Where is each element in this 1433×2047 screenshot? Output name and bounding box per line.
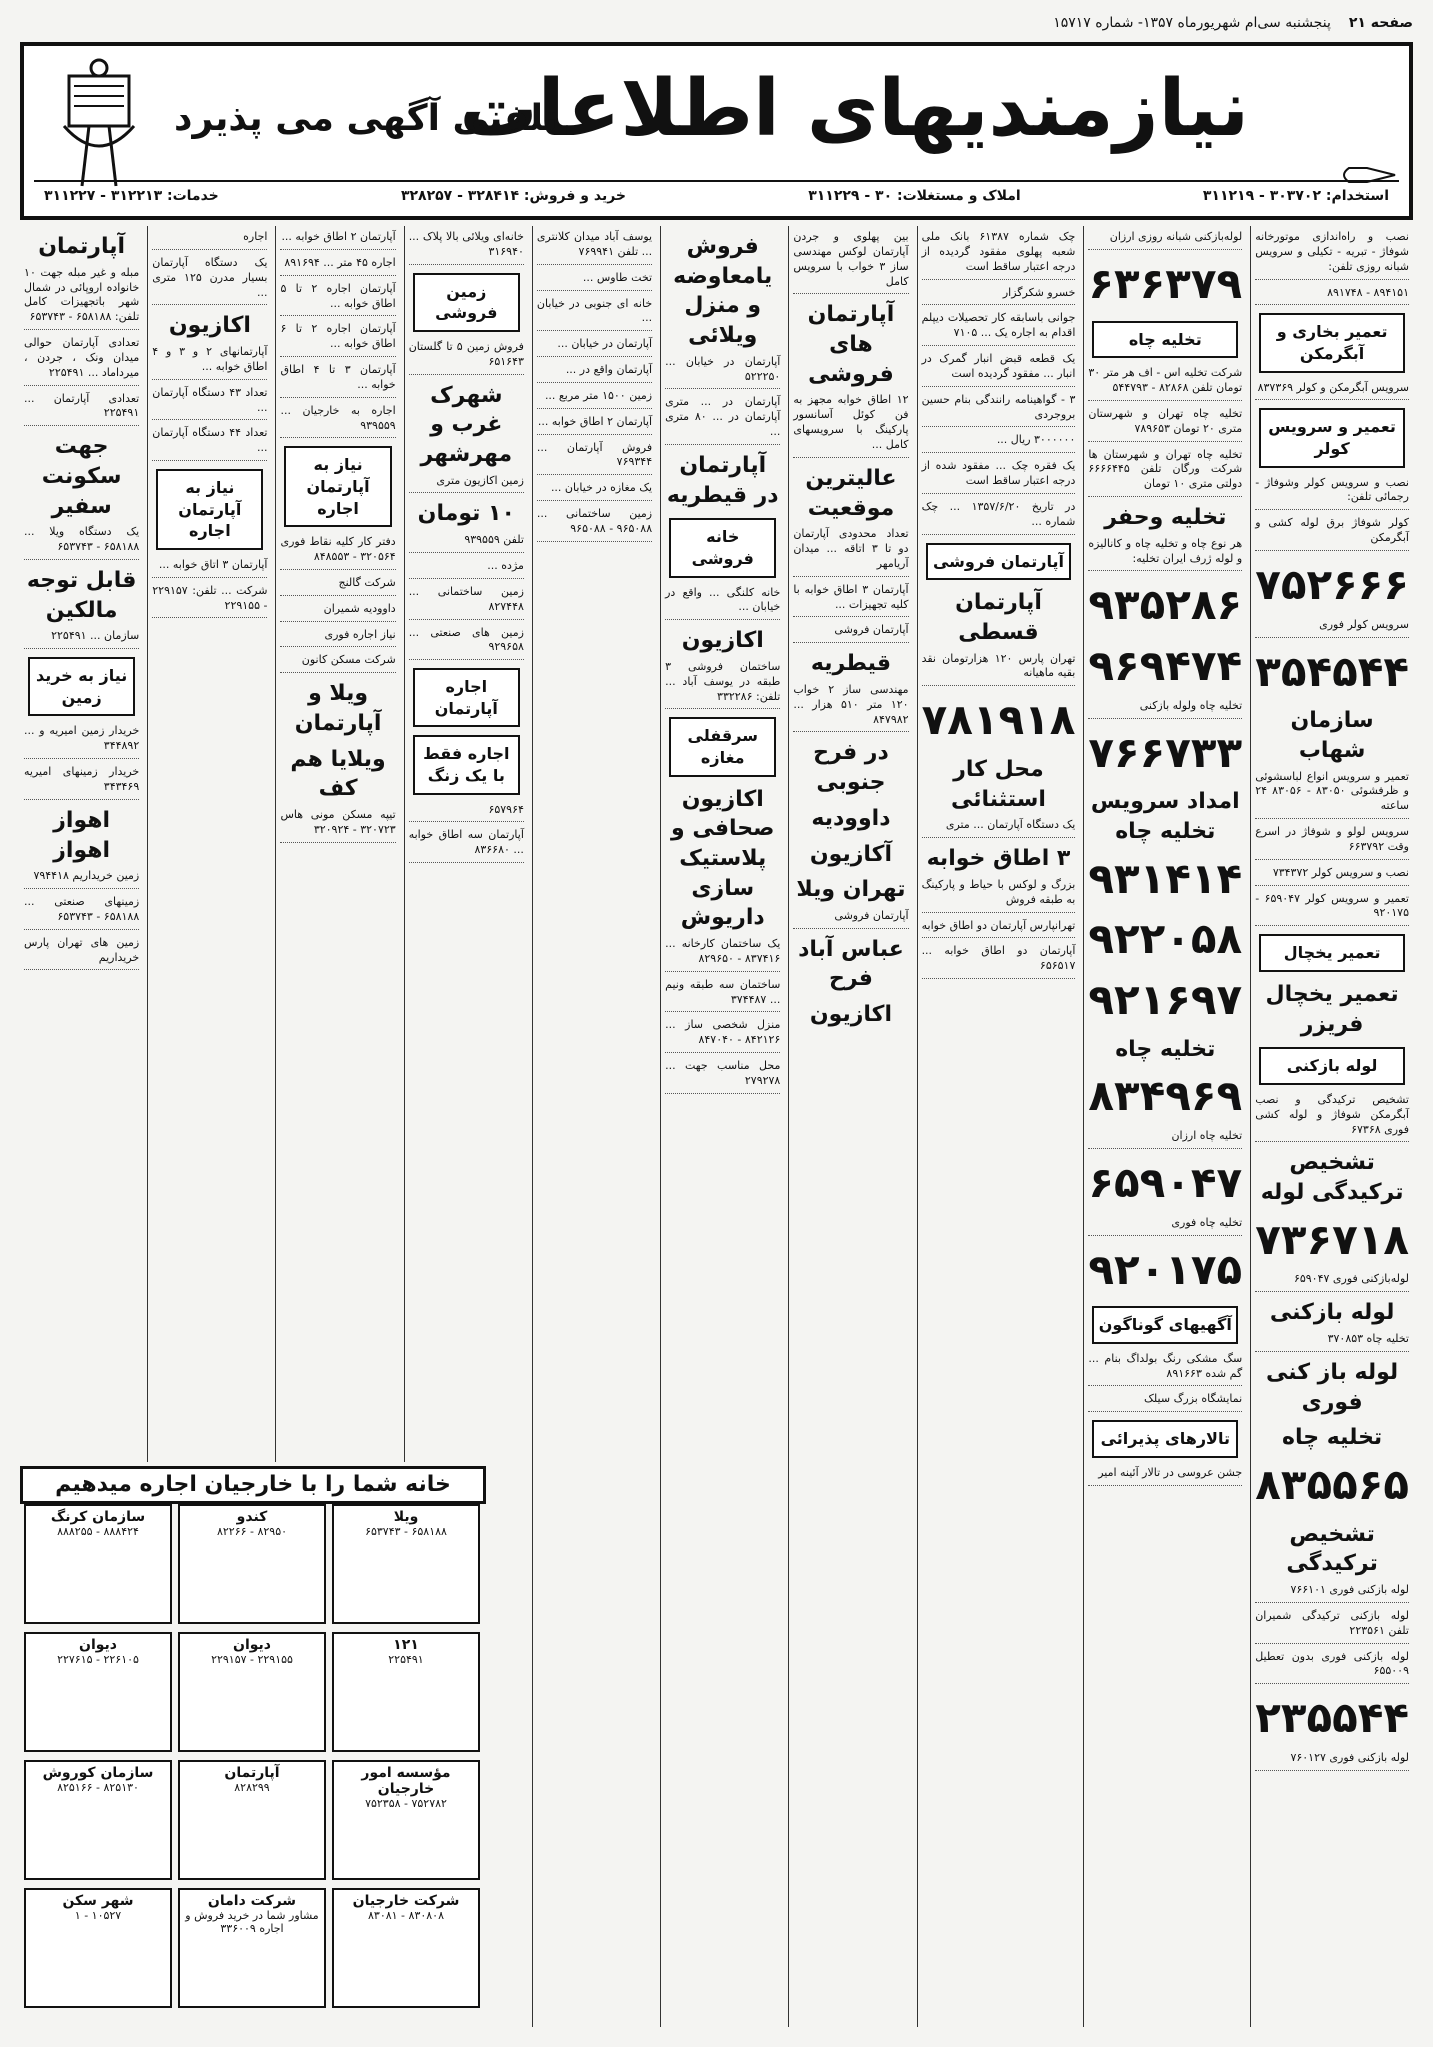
ad-headline: شهرک غرب و مهرشهر (420, 382, 513, 467)
ad-headline: تخلیه چاه (1115, 1036, 1216, 1062)
classified-ad: تعداد ۴۴ دستگاه آپارتمان ... (152, 426, 267, 461)
classified-ad: تخلیه چاه ارزان (1088, 1129, 1242, 1149)
phone-number: ۷۳۶۷۱۸ (1255, 1214, 1409, 1264)
display-ad-text: ۲۲۹۱۵۵ - ۲۲۹۱۵۷ (211, 1653, 293, 1666)
classified-ad: زمین های تهران پارس خریداریم (24, 936, 139, 971)
ad-headline: اکازیون صحافی و پلاستیک سازی داریوش (671, 786, 775, 931)
phone-number: ۷۸۱۹۱۸ (921, 695, 1076, 745)
classified-ad: ۳۰۰۰۰۰۰ ریال ... (922, 433, 1076, 453)
display-ad-text: ۸۲۹۵۰ - ۸۲۲۶۶ (216, 1525, 288, 1538)
classified-ad: خریدار زمین امیریه و ... ۳۴۴۸۹۲ (24, 724, 139, 759)
classified-ad: لوله‌بازکنی شبانه روزی ارزان (1088, 230, 1242, 250)
section-heading: تالارهای پذیرائی (1092, 1420, 1238, 1458)
classified-ad: مژده ... (409, 559, 524, 579)
classified-ad: تیپه مسکن مونی هاس ۳۲۰۷۲۳ - ۳۲۰۹۲۴ (280, 808, 395, 843)
column-10 (20, 226, 143, 1462)
display-ad (332, 1888, 480, 2008)
classified-ad: تخلیه چاه ولوله بازکنی (1088, 699, 1242, 719)
display-ad-text: ۸۸۸۴۲۴ - ۸۸۸۲۵۵ (57, 1525, 139, 1538)
classified-ad: آپارتمان واقع در ... (537, 363, 652, 383)
display-ad (24, 1888, 172, 2008)
display-ad-title: شرکت خارجیان (352, 1893, 460, 1909)
contact-buy-sell: خرید و فروش: ۳۲۸۴۱۴ - ۳۲۸۲۵۷ (400, 188, 627, 204)
ad-headline: جهت سکونت سفیر (41, 434, 122, 519)
masthead-subtitle: تلفنی آگهی می پذیرد (174, 98, 558, 139)
ad-headline: ۱۰ تومان (417, 501, 515, 527)
classified-ad: تشخیص ترکیدگی و نصب آبگرمکن شوفاژ و لوله کشی فوری ۶۷۳۶۸ (1255, 1093, 1409, 1143)
classified-ad: فروش زمین ۵ تا گلستان ۶۵۱۶۴۳ (409, 340, 524, 375)
display-ad-title: مؤسسه امور خارجیان (361, 1765, 451, 1797)
section-heading: خانه فروشی (669, 518, 776, 577)
ad-headline: اهواز اهواز (53, 807, 111, 863)
ad-headline: اکازیون (168, 313, 251, 339)
classified-ad: تعمیر و سرویس کولر ۶۵۹۰۴۷ - ۹۲۰۱۷۵ (1255, 892, 1409, 927)
display-ad (24, 1632, 172, 1752)
classified-ad: ساختمان سه طبقه ونیم ... ۳۷۴۴۸۷ (665, 978, 780, 1013)
ad-headline: لوله بازکنی (1269, 1300, 1395, 1326)
ad-headline: آپارتمان (38, 234, 126, 259)
classified-ad: شرکت گالنج (280, 576, 395, 596)
display-ad (332, 1632, 480, 1752)
classified-ad: زمین های صنعتی ... ۹۲۹۶۵۸ (409, 626, 524, 661)
display-ad-title: سازمان کرنگ (50, 1509, 146, 1525)
display-ad-title: شهر سکن (62, 1893, 134, 1909)
column-5 (660, 226, 784, 2027)
contact-services: خدمات: ۳۱۲۲۱۳ - ۳۱۱۲۲۷ (44, 188, 219, 204)
column-1 (1250, 226, 1413, 2027)
classified-ad: نصب و سرویس کولر ۷۳۴۳۷۲ (1255, 866, 1409, 886)
ad-headline: در فرح جنوبی (813, 740, 889, 796)
classified-ad: تعمیر و سرویس انواع لباسشوئی و ظرفشوئی ۸۳۰۵۰ - ۸۳۰۵۶ ۲۴ ساعته (1255, 770, 1409, 820)
column-6 (532, 226, 656, 2027)
classified-ad: زمین ساختمانی ... ۸۲۷۴۴۸ (409, 585, 524, 620)
phone-number: ۷۶۶۷۳۳ (1088, 727, 1243, 777)
classified-ad: آپارتمان دو اطاق خوابه ... ۶۵۶۵۱۷ (922, 944, 1076, 979)
display-ad-text: ۶۵۸۱۸۸ - ۶۵۳۷۴۳ (365, 1525, 447, 1538)
ad-headline: قابل توجه مالکین (26, 568, 137, 623)
display-ads-block (20, 1504, 480, 2024)
display-ad (332, 1504, 480, 1624)
section-heading: نیاز به آپارتمان اجاره (284, 446, 391, 527)
ad-headline: محل کار استثنائی (951, 757, 1046, 812)
classified-ad: یک دستگاه ویلا ... ۶۵۸۱۸۸ - ۶۵۳۷۴۳ (24, 525, 139, 560)
classified-ad: تخلیه چاه تهران و شهرستان متری ۲۰ تومان ۷۸۹۶۵۳ (1088, 407, 1242, 442)
classified-ad: لوله بازکنی ترکیدگی شمیران تلفن ۲۲۳۵۶۱ (1255, 1609, 1409, 1644)
classified-ad: سازمان ... ۲۲۵۴۹۱ (24, 629, 139, 649)
masthead-title: نیازمندیهای اطلاعات (459, 64, 1249, 154)
display-ad (332, 1760, 480, 1880)
ad-headline: آکازیون (809, 841, 892, 867)
section-heading: آپارتمان فروشی (926, 543, 1072, 581)
contact-employment: استخدام: ۳۰۳۷۰۲ - ۳۱۱۲۱۹ (1202, 188, 1389, 204)
classified-ad: یک دستگاه آپارتمان بسیار مدرن ۱۲۵ متری ... (152, 256, 267, 306)
classified-ad: ۱۲ اطاق خوابه مجهز به فن کوئل آسانسور پارکینگ با سرویسهای کامل ... (793, 393, 908, 457)
display-ad-title: شرکت دامان (207, 1893, 297, 1909)
classified-ad: تعدادی آپارتمان ... ۲۲۵۴۹۱ (24, 392, 139, 427)
classified-ad: یک فقره چک ... مفقود شده از درجه اعتبار ساقط است (922, 459, 1076, 494)
phone-number: ۸۳۵۵۶۵ (1255, 1459, 1409, 1509)
ad-headline: فروش یامعاوضه و منزل ویلائی (673, 234, 773, 349)
classified-ad: یک قطعه قبض انبار گمرک در انبار ... مفقود گردیده است (922, 352, 1076, 387)
display-ad-text: مشاور شما در خرید فروش و اجاره ۳۳۶۰۰۹ (185, 1909, 319, 1935)
classified-ad: تخلیه چاه ۳۷۰۸۵۳ (1255, 1332, 1409, 1352)
ad-headline: تخلیه چاه (1282, 1425, 1383, 1451)
classified-ad: نیاز اجاره فوری (280, 628, 395, 648)
classified-ad: سگ مشکی رنگ بولداگ بنام ... گم شده ۸۹۱۶۶۳ (1088, 1352, 1242, 1387)
classified-ad: ۳ - گواهینامه رانندگی بنام حسین بروجردی (922, 393, 1076, 428)
display-ad-title: آپارتمان (224, 1765, 280, 1781)
section-heading: نیاز به خرید زمین (28, 657, 135, 716)
classified-ad: زمین اکازیون متری (409, 474, 524, 494)
display-ad (178, 1504, 326, 1624)
phone-number: ۶۵۹۰۴۷ (1088, 1157, 1243, 1207)
display-ad-text: ۸۳۰۸۰۸ - ۸۳۰۸۱ (368, 1909, 444, 1922)
ad-headline: آپارتمان در قیطریه (666, 452, 779, 508)
ad-headline: تهران ویلا (796, 877, 906, 903)
ad-headline: تشخیص ترکیدگی (1286, 1521, 1378, 1577)
ad-headline: تشخیص ترکیدگی لوله (1260, 1150, 1404, 1206)
phone-number: ۹۳۱۴۱۴ (1088, 853, 1243, 903)
classified-ad: تعداد ۴۳ دستگاه آپارتمان ... (152, 386, 267, 421)
display-ad (24, 1504, 172, 1624)
classified-ad: سرویس آبگرمکن و کولر ۸۳۷۳۶۹ (1255, 381, 1409, 401)
classified-ad: شرکت مسکن کانون (280, 653, 395, 673)
classified-ad: لوله بازکنی فوری بدون تعطیل ۶۵۵۰۰۹ (1255, 1650, 1409, 1685)
column-9 (147, 226, 271, 1462)
classified-ad: زمین ساختمانی ... ۹۶۵۰۸۸ - ۹۶۵۰۸۸ (537, 507, 652, 542)
classified-ad: زمین ۱۵۰۰ متر مربع ... (537, 389, 652, 409)
ad-headline: ۳ اطاق خوابه (926, 846, 1071, 872)
classified-ad: تعداد محدودی آپارتمان دو تا ۳ اتاقه ... میدان آریامهر (793, 527, 908, 577)
classified-ad: نمایشگاه بزرگ سیلک (1088, 1392, 1242, 1412)
classified-ad: لوله بازکنی فوری ۷۶۶۱۰۱ (1255, 1583, 1409, 1603)
display-ad-text: ۲۲۶۱۰۵ - ۲۲۷۶۱۵ (57, 1653, 139, 1666)
column-2 (1083, 226, 1246, 2027)
section-heading: تعمیر بخاری و آبگرمکن (1259, 313, 1405, 372)
contact-bar (34, 180, 1399, 210)
classified-ad: داوودیه شمیران (280, 602, 395, 622)
display-ad-text: ۸۲۸۲۹۹ (234, 1781, 270, 1794)
section-heading: آگهیهای گوناگون (1092, 1306, 1238, 1344)
ad-headline: ویلا و آپارتمان (294, 681, 382, 736)
classified-ad: آپارتمان در خیابان ... ۵۲۲۲۵۰ (665, 355, 780, 390)
classified-ad: شرکت ... تلفن: ۲۲۹۱۵۷ - ۲۲۹۱۵۵ (152, 584, 267, 619)
display-ad-title: دیوان (233, 1637, 271, 1653)
display-ad (178, 1632, 326, 1752)
ad-headline: ویلایا هم کف (290, 746, 386, 802)
newspaper-reader-illustration (44, 56, 154, 196)
classified-ad: بین پهلوی و جردن آپارتمان لوکس مهندسی ساز ۳ خواب با سرویس کامل (793, 230, 908, 294)
phone-number: ۲۳۵۵۴۴ (1255, 1693, 1409, 1743)
display-ad-text: ۲۲۵۴۹۱ (388, 1653, 424, 1666)
phone-number: ۳۵۴۵۴۴ (1255, 646, 1409, 696)
classified-ad: اجاره به خارجیان ... ۹۳۹۵۵۹ (280, 404, 395, 439)
classified-ad: خسرو شکرگزار (922, 286, 1076, 306)
classified-ad: آپارتمان اجاره ۲ تا ۶ اطاق خوابه ... (280, 322, 395, 357)
classified-ad: اجاره (152, 230, 267, 250)
ad-headline: امداد سرویس تخلیه چاه (1090, 789, 1240, 844)
classified-ad: زمینهای صنعتی ... ۶۵۸۱۸۸ - ۶۵۳۷۴۳ (24, 895, 139, 930)
ad-headline: اکازیون (809, 1002, 892, 1028)
column-4 (788, 226, 912, 2027)
page-topline (20, 8, 1413, 38)
classified-ad: فروش آپارتمان ... ۷۶۹۳۴۴ (537, 441, 652, 476)
classified-ad: تخلیه چاه فوری (1088, 1216, 1242, 1236)
classified-ad: یک دستگاه آپارتمان ... متری (922, 818, 1076, 838)
classified-ad: یک ساختمان کارخانه ... ۸۳۷۴۱۶ - ۸۲۹۶۵۰ (665, 937, 780, 972)
column-7 (404, 226, 528, 1462)
classified-ad: خریدار زمینهای امیریه ۳۴۳۴۶۹ (24, 765, 139, 800)
phone-number: ۷۵۲۶۶۶ (1255, 559, 1409, 609)
classified-ad: جوانی باسابقه کار تحصیلات دیپلم اقدام به اجاره یک ... ۷۱۰۵ (922, 311, 1076, 346)
display-ad-text: ۸۲۵۱۳۰ - ۸۲۵۱۶۶ (57, 1781, 139, 1794)
classified-ad: تخلیه چاه تهران و شهرستان ها شرکت ورگان تلفن ۶۶۶۶۴۴۵ دولتی متری ۱۰ تومان (1088, 448, 1242, 498)
ad-headline: آپارتمان های فروشی (807, 302, 895, 387)
classified-ad: آپارتمان ۳ اتاق خوابه ... (152, 558, 267, 578)
display-ad-title: سازمان کوروش (42, 1765, 154, 1781)
page-number: صفحه ۲۱ (1348, 15, 1413, 31)
classified-ad: تلفن ۹۳۹۵۵۹ (409, 533, 524, 553)
section-heading: تعمیر و سرویس کولر (1259, 408, 1405, 467)
ad-headline: لوله باز کنی فوری (1265, 1359, 1399, 1415)
classified-ad: محل مناسب جهت ... ۲۷۹۲۷۸ (665, 1059, 780, 1094)
display-ad-title: دیوان (79, 1637, 117, 1653)
classified-ad: نصب و سرویس کولر وشوفاژ - رجمائی تلفن: (1255, 476, 1409, 511)
classified-ad: سرویس کولر فوری (1255, 618, 1409, 638)
classified-ad: آپارتمان در خیابان ... (537, 337, 652, 357)
section-heading: تعمیر یخچال (1259, 934, 1405, 972)
classified-ad: شرکت تخلیه اس - اف هر متر ۳۰ تومان تلفن ۸۲۸۶۸ - ۵۴۴۷۹۳ (1088, 366, 1242, 401)
display-ad-title: ۱۲۱ (393, 1637, 419, 1653)
classified-ad: چک شماره ۶۱۳۸۷ بانک ملی شعبه پهلوی مفقود گردیده از درجه اعتبار ساقط است (922, 230, 1076, 280)
ad-headline: آپارتمان قسطی (955, 590, 1042, 645)
classified-ad: منزل شخصی ساز ... ۸۴۲۱۲۶ - ۸۴۷۰۴۰ (665, 1018, 780, 1053)
section-heading: اجاره آپارتمان (413, 668, 520, 727)
ad-headline: اکازیون (681, 628, 764, 654)
classified-ad: نصب و راه‌اندازی موتورخانه شوفاژ - تبریه - تکیلی و سرویس شبانه روزی تلفن: (1255, 230, 1409, 280)
masthead (20, 42, 1413, 220)
classified-ad: ساختمان فروشی ۳ طبقه در یوسف آباد ... تلفن: ۳۳۲۲۸۶ (665, 660, 780, 710)
section-heading: زمین فروشی (413, 273, 520, 332)
section-heading: سرقفلی مغازه (669, 717, 776, 776)
classified-ad: اجاره ۴۵ متر ... ۸۹۱۶۹۴ (280, 256, 395, 276)
display-ad-text: ۱۰۵۲۷ - ۱ (74, 1909, 122, 1922)
section-heading: نیاز به آپارتمان اجاره (156, 469, 263, 550)
classified-ad: تهرانپارس آپارتمان دو اطاق خوابه (922, 919, 1076, 939)
classified-ad: ۶۵۷۹۶۴ (409, 803, 524, 823)
classified-ad: دفتر کار کلیه نقاط فوری ۳۲۰۵۶۴ - ۸۴۸۵۵۳ (280, 535, 395, 570)
ad-headline: عباس آباد فرح (798, 936, 904, 992)
classified-ad: در تاریخ ۱۳۵۷/۶/۲۰ ... چک شماره ... (922, 500, 1076, 535)
ad-headline: تخلیه وحفر (1104, 505, 1227, 531)
ad-headline: عالیترین موقعیت (805, 465, 897, 521)
classified-ad: تعدادی آپارتمان حوالی میدان ونک ، جردن ، میرداماد ... ۲۲۵۴۹۱ (24, 336, 139, 386)
phone-number: ۸۳۴۹۶۹ (1088, 1071, 1243, 1121)
column-3 (917, 226, 1080, 2027)
display-ad-title: کندو (236, 1509, 268, 1525)
classified-ad: خانه ای جنوبی در خیابان ... (537, 297, 652, 332)
classified-ad: ۸۹۴۱۵۱ - ۸۹۱۷۴۸ (1255, 286, 1409, 306)
classified-ad: خانه‌ای ویلائی بالا پلاک ... ۳۱۶۹۴۰ (409, 230, 524, 265)
ad-headline: قیطریه (810, 651, 891, 677)
classified-ad: آپارتمان اجاره ۲ تا ۵ اطاق خوابه ... (280, 282, 395, 317)
phone-number: ۹۲۲۰۵۸ (1088, 914, 1243, 964)
classified-ad: کولر شوفاژ برق لوله کشی و آبگرمکن (1255, 516, 1409, 551)
ad-headline: تعمیر یخچال فریزر (1265, 981, 1399, 1037)
display-ad (178, 1760, 326, 1880)
classified-ad: لوله بازکنی فوری ۷۶۰۱۲۷ (1255, 1751, 1409, 1771)
classified-ad: آپارتمان ۳ اطاق خوابه با کلیه تجهیزات ... (793, 583, 908, 618)
classified-ad: آپارتمان ۲ اطاق خوابه ... (280, 230, 395, 250)
classified-ad: یک مغازه در خیابان ... (537, 481, 652, 501)
section-heading: اجاره فقط با یک زنگ (413, 735, 520, 794)
phone-number: ۶۳۶۳۷۹ (1088, 258, 1243, 308)
section-heading: لوله بازکنی (1259, 1047, 1405, 1085)
display-ad (178, 1888, 326, 2008)
classified-ad: خانه کلنگی ... واقع در خیابان ... (665, 586, 780, 621)
classified-ad: آپارتمانهای ۲ و ۳ و ۴ اطاق خوابه ... (152, 345, 267, 380)
contact-real-estate: املاک و مستغلات: ۳۰ - ۳۱۱۲۲۹ (808, 188, 1021, 204)
issue-date: پنجشنبه سی‌ام شهریورماه ۱۳۵۷- شماره ۱۵۷۱۷ (1053, 15, 1331, 31)
classified-ad: تهران پارس ۱۲۰ هزارتومان نقد بقیه ماهیانه (922, 652, 1076, 687)
display-ad-text: ۷۵۲۷۸۲ - ۷۵۲۳۵۸ (365, 1797, 447, 1810)
display-ad-title: ویلا (393, 1509, 419, 1525)
display-ad (24, 1760, 172, 1880)
section-heading: تخلیه چاه (1092, 321, 1238, 359)
classified-ad: آپارتمان در ... متری آپارتمان در ... ۸۰ متری ... (665, 395, 780, 445)
classified-ad: سرویس لولو و شوفاژ در اسرع وقت ۶۶۳۷۹۲ (1255, 825, 1409, 860)
phone-number: ۹۲۱۶۹۷ (1088, 975, 1243, 1025)
classified-ad: آپارتمان ۲ اطاق خوابه ... (537, 415, 652, 435)
classified-ad: بزرگ و لوکس با حیاط و پارکینگ به طبقه فروش (922, 878, 1076, 913)
classified-ad: آپارتمان ۳ تا ۴ اطاق خوابه ... (280, 363, 395, 398)
classified-ad: جشن عروسی در تالار آئینه امیر (1088, 1466, 1242, 1486)
ad-headline: سازمان شهاب (1290, 708, 1374, 763)
classified-ad: آپارتمان فروشی (793, 909, 908, 929)
classified-ad: تخت طاوس ... (537, 271, 652, 291)
classified-ad: یوسف آباد میدان کلانتری ... تلفن ۷۶۹۹۴۱ (537, 230, 652, 265)
phone-number: ۹۳۵۲۸۶ (1088, 580, 1243, 630)
column-8 (275, 226, 399, 1462)
classified-ad: لوله‌بازکنی فوری ۶۵۹۰۴۷ (1255, 1272, 1409, 1292)
classified-ad: هر نوع چاه و تخلیه چاه و کانالیزه و لوله ژرف ایران تخلیه: (1088, 537, 1242, 572)
phone-number: ۹۲۰۱۷۵ (1088, 1244, 1243, 1294)
foreign-rental-banner: خانه شما را با خارجیان اجاره میدهیم (20, 1466, 486, 1504)
ad-headline: داوودیه (811, 805, 891, 831)
classified-ad: مهندسی ساز ۲ خواب ۱۲۰ متر ۵۱۰ هزار ... ۸۴۷۹۸۲ (793, 683, 908, 733)
classified-ad: آپارتمان سه اطاق خوابه ... ۸۳۶۶۸۰ (409, 828, 524, 863)
classified-ad: زمین خریداریم ۷۹۴۴۱۸ (24, 869, 139, 889)
phone-number: ۹۶۹۴۷۴ (1088, 641, 1243, 691)
classified-ad: مبله و غیر مبله جهت ۱۰ خانواده اروپائی در شمال شهر باتجهیزات کامل تلفن: ۶۵۸۱۸۸ - ۶۵۳۷۴۳ (24, 266, 139, 330)
classified-ad: آپارتمان فروشی (793, 623, 908, 643)
